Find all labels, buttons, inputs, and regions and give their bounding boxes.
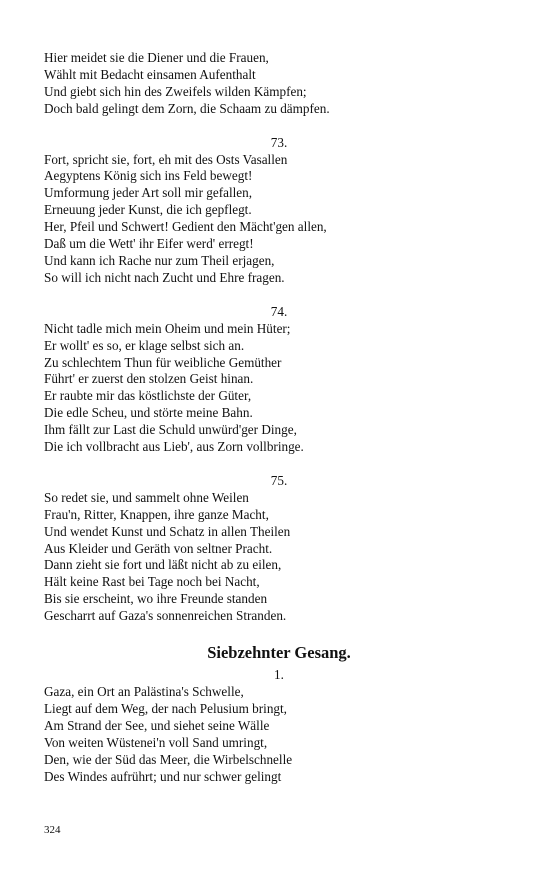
verse-line: Doch bald gelingt dem Zorn, die Schaam zu dämpfen. xyxy=(44,100,330,116)
stanza-72-ending xyxy=(44,50,514,118)
verse-line: Zu schlechtem Thun für weibliche Gemüther xyxy=(44,354,282,370)
verse-line: Die edle Scheu, und störte meine Bahn. xyxy=(44,405,253,421)
verse-line: Am Strand der See, und siehet seine Wälle xyxy=(44,717,270,733)
stanza-number: 73. xyxy=(270,134,288,150)
verse-line: Die ich vollbracht aus Lieb', aus Zorn vollbringe. xyxy=(44,439,304,455)
canto-title: Siebzehnter Gesang. xyxy=(207,643,351,663)
page-number: 324 xyxy=(44,824,61,836)
verse-line: Fort, spricht sie, fort, eh mit des Osts Vasallen xyxy=(44,151,288,167)
verse-line: Ihm fällt zur Last die Schuld unwürd'ger Dinge, xyxy=(44,422,297,438)
verse-line: So redet sie, und sammelt ohne Weilen xyxy=(44,489,249,505)
verse-line: Gescharrt auf Gaza's sonnenreichen Stranden. xyxy=(44,608,287,624)
verse-line: Umformung jeder Art soll mir gefallen, xyxy=(44,185,253,201)
verse-line: Den, wie der Süd das Meer, die Wirbelschnelle xyxy=(44,751,293,767)
stanza-number: 74. xyxy=(270,303,288,319)
stanza-74 xyxy=(44,321,514,456)
verse-line: Führt' er zuerst den stolzen Geist hinan. xyxy=(44,371,254,387)
verse-line: Her, Pfeil und Schwert! Gedient den Mächt'gen allen, xyxy=(44,219,327,235)
canto-17-stanza-1 xyxy=(44,684,514,785)
verse-line: Er wollt' es so, er klage selbst sich an. xyxy=(44,337,245,353)
stanza-number: 1. xyxy=(274,667,284,683)
verse-line: Frau'n, Ritter, Knappen, ihre ganze Macht, xyxy=(44,506,269,522)
stanza-73 xyxy=(44,152,514,287)
verse-line: Hält keine Rast bei Tage noch bei Nacht, xyxy=(44,574,260,590)
verse-line: Nicht tadle mich mein Oheim und mein Hüter; xyxy=(44,320,291,336)
verse-line: Daß um die Wett' ihr Eifer werd' erregt! xyxy=(44,236,254,252)
verse-line: Er raubte mir das köstlichste der Güter, xyxy=(44,388,252,404)
verse-line: Aus Kleider und Geräth von seltner Pracht. xyxy=(44,540,273,556)
poem-page xyxy=(44,50,514,785)
verse-line: Gaza, ein Ort an Palästina's Schwelle, xyxy=(44,684,244,699)
verse-line: Und giebt sich hin des Zweifels wilden Kämpfen; xyxy=(44,83,307,99)
verse-line: Bis sie erscheint, wo ihre Freunde standen xyxy=(44,591,268,607)
verse-line: Erneuung jeder Kunst, die ich gepflegt. xyxy=(44,202,252,218)
stanza-number: 75. xyxy=(270,472,288,488)
verse-line: Und wendet Kunst und Schatz in allen Theilen xyxy=(44,523,291,539)
verse-line: Aegyptens König sich ins Feld bewegt! xyxy=(44,168,253,184)
verse-line: Und kann ich Rache nur zum Theil erjagen, xyxy=(44,252,275,268)
verse-line: Wählt mit Bedacht einsamen Aufenthalt xyxy=(44,66,256,82)
stanza-75 xyxy=(44,490,514,625)
verse-line: Hier meidet sie die Diener und die Frauen, xyxy=(44,50,269,65)
verse-line: Des Windes aufrührt; und nur schwer gelingt xyxy=(44,768,282,784)
verse-line: Dann zieht sie fort und läßt nicht ab zu eilen, xyxy=(44,557,282,573)
verse-line: So will ich nicht nach Zucht und Ehre fragen. xyxy=(44,269,285,285)
verse-line: Von weiten Wüstenei'n voll Sand umringt, xyxy=(44,734,268,750)
verse-line: Liegt auf dem Weg, der nach Pelusium bringt, xyxy=(44,700,287,716)
